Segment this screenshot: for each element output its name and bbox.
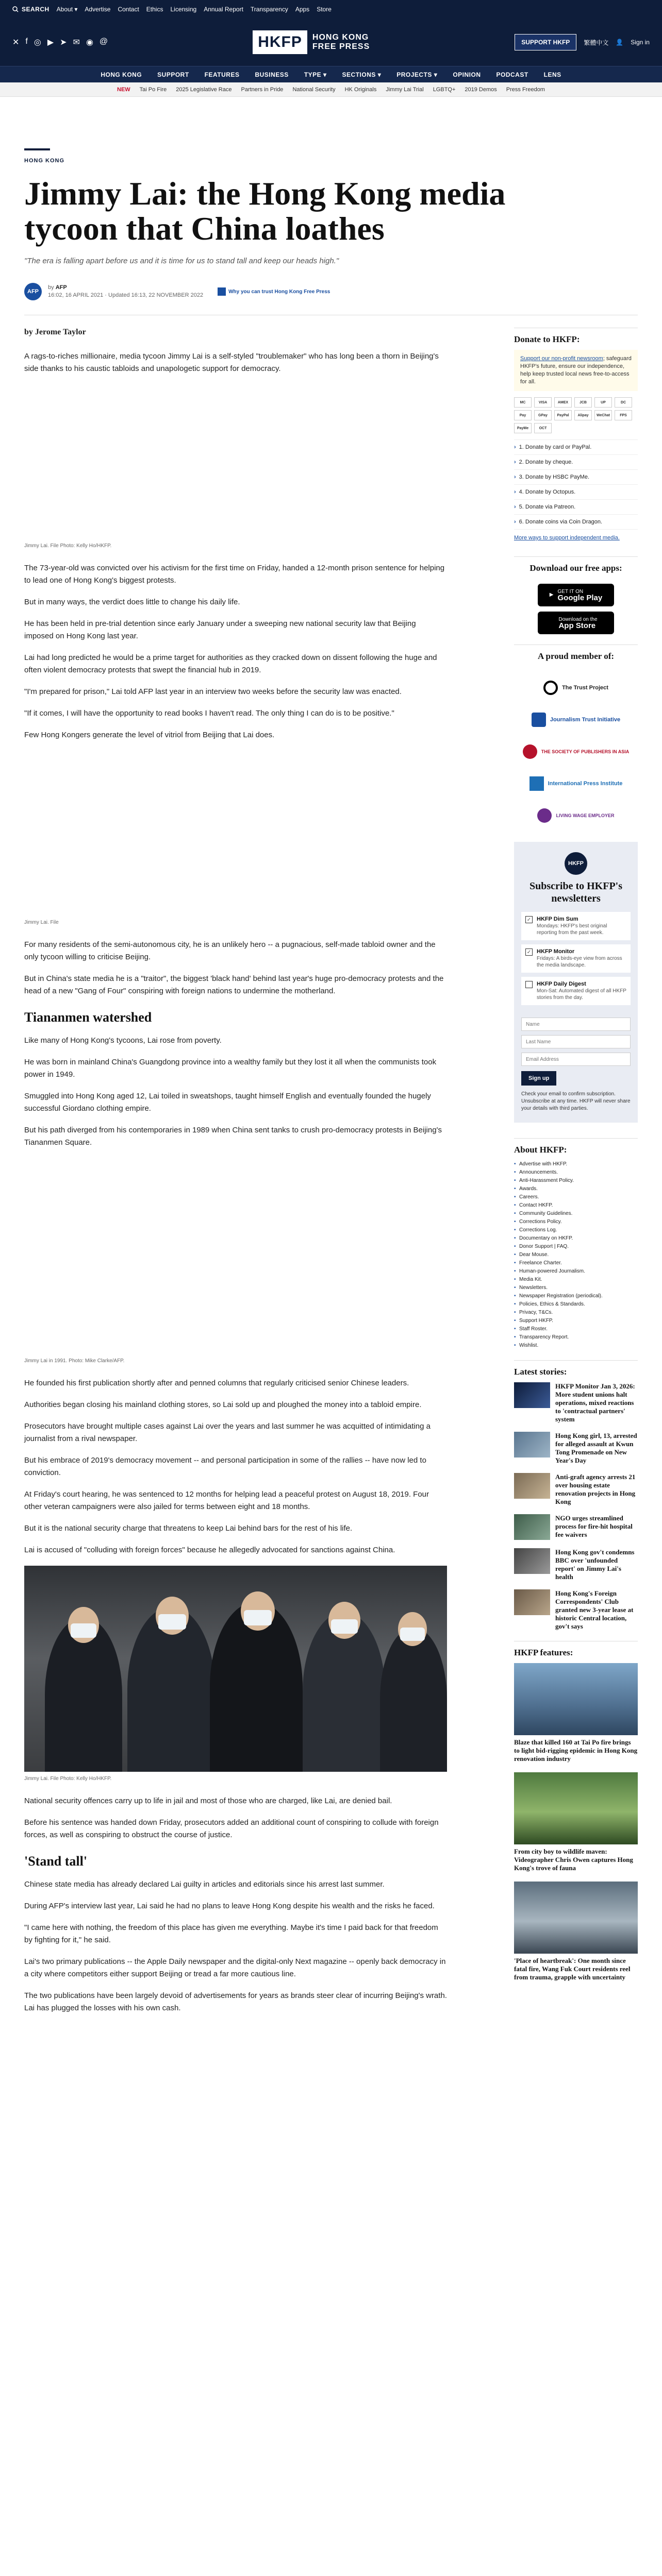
- unionpay-icon: UP: [594, 397, 612, 408]
- paragraph: Chinese state media has already declared Lai guilty in articles and editorials since his arrest last summer.: [24, 1880, 385, 1889]
- instagram-icon[interactable]: ◎: [34, 38, 41, 47]
- about-link[interactable]: • Freelance Charter.: [514, 1259, 638, 1267]
- paragraph: The 73-year-old was convicted over his activism for the first time on Friday, handed a 12-month prison sentence for helping to lead one of Hong Kong's biggest protests.: [24, 564, 445, 585]
- agency-name[interactable]: AFP: [55, 284, 67, 291]
- arrow-right-icon: ›: [514, 474, 516, 480]
- about-list: [514, 1160, 638, 1350]
- features-title: HKFP features:: [514, 1648, 573, 1657]
- story-thumbnail: [514, 1548, 550, 1574]
- google-play-icon: ▶: [549, 592, 554, 598]
- paragraph: He was born in mainland China's Guangdong province into a wealthy family but they lost it all when the communists took power in 1949.: [24, 1058, 437, 1079]
- utility-bar: [0, 0, 662, 19]
- trending-legco-race[interactable]: 2025 Legislative Race: [176, 86, 232, 93]
- apple-pay-icon: Pay: [514, 410, 532, 420]
- language-switch[interactable]: 繁體中文: [584, 39, 609, 46]
- fps-icon: FPS: [615, 410, 632, 420]
- paragraph: "I'm prepared for prison," Lai told AFP last year in an interview two weeks before the security law was enacted.: [24, 687, 402, 696]
- paragraph: "I came here with nothing, the freedom of this place has given me everything. Maybe it's time I paid back for that freedom by fighting for it," he said.: [24, 1923, 438, 1944]
- story-thumbnail: [514, 1514, 550, 1540]
- about-link[interactable]: • Anti-Harassment Policy.: [514, 1177, 638, 1185]
- trust-project-logo-icon: [543, 681, 558, 695]
- nav-support[interactable]: SUPPORT: [157, 71, 189, 78]
- newsletter-option-name: HKFP Dim Sum: [537, 916, 578, 922]
- about-link[interactable]: • Policies, Ethics & Standards.: [514, 1300, 638, 1309]
- store-small-label: GET IT ON: [557, 589, 584, 595]
- newsletter-option-text: [537, 948, 626, 969]
- paragraph: Like many of Hong Kong's tycoons, Lai rose from poverty.: [24, 1036, 222, 1045]
- about-link[interactable]: • Corrections Log.: [514, 1226, 638, 1234]
- about-link[interactable]: • Privacy, T&Cs.: [514, 1309, 638, 1317]
- ipi-logo-icon: [529, 776, 544, 791]
- feature-story[interactable]: [514, 1882, 638, 1981]
- logo-text: [312, 33, 370, 52]
- about-link[interactable]: • Documentary on HKFP.: [514, 1234, 638, 1243]
- trending-2019-demos[interactable]: 2019 Demos: [465, 86, 497, 93]
- arrow-right-icon: ›: [514, 489, 516, 495]
- apps-title: Download our free apps:: [529, 563, 622, 573]
- latest-story[interactable]: [514, 1548, 638, 1581]
- trending-lgbtq[interactable]: LGBTQ+: [433, 86, 456, 93]
- trending-tai-po-fire[interactable]: Tai Po Fire: [139, 86, 167, 93]
- about-link[interactable]: • Wishlist.: [514, 1342, 638, 1350]
- member-ipi[interactable]: [514, 773, 638, 794]
- donate-option-label: 6. Donate coins via Coin Dragon.: [519, 519, 603, 525]
- image-caption: Jimmy Lai. File Photo: Kelly Ho/HKFP.: [24, 1776, 112, 1782]
- arrow-right-icon: ›: [514, 504, 516, 510]
- about-link[interactable]: • Newspaper Registration (periodical).: [514, 1292, 638, 1300]
- image-caption: Jimmy Lai in 1991. Photo: Mike Clarke/AFP.: [24, 1358, 125, 1364]
- trust-project-icon: [218, 287, 226, 296]
- sign-up-button[interactable]: Sign up: [521, 1071, 556, 1086]
- member-trust-project[interactable]: [514, 677, 638, 699]
- checkbox-unchecked[interactable]: [525, 981, 533, 988]
- chevron-down-icon: ▾: [323, 71, 327, 78]
- trending-partners-pride[interactable]: Partners in Pride: [241, 86, 284, 93]
- paragraph: Before his sentence was handed down Friday, prosecutors added an additional count of conspiring to collude with foreign forces, as well as conspiring to obstruct the course of justice.: [24, 1818, 439, 1839]
- app-store-text: [558, 617, 597, 629]
- youtube-icon[interactable]: ▶: [47, 38, 54, 47]
- util-link-label: About: [56, 6, 73, 13]
- article-photo: [24, 1566, 447, 1772]
- about-link[interactable]: • Staff Roster.: [514, 1325, 638, 1333]
- octopus-icon: OCT: [534, 423, 552, 433]
- jcb-icon: JCB: [574, 397, 592, 408]
- nav-projects[interactable]: [396, 71, 437, 78]
- latest-story[interactable]: [514, 1382, 638, 1423]
- paragraph: A rags-to-riches millionaire, media tycoon Jimmy Lai is a self-styled "troublemaker" who has long been a thorn in Beijing's side thanks to his caustic tabloids and unapologetic support for democracy.: [24, 352, 439, 373]
- feature-headline: From city boy to wildlife maven: Videographer Chris Owen captures Hong Kong's trove of fauna: [514, 1848, 633, 1872]
- donate-option-label: 4. Donate by Octopus.: [519, 489, 576, 495]
- sidebar: [514, 328, 638, 2024]
- trending-hk-originals[interactable]: HK Originals: [344, 86, 377, 93]
- chevron-down-icon: ▾: [434, 71, 438, 78]
- features-widget: [514, 1641, 638, 1981]
- donate-intro-text: ; safeguard HKFP's future, ensure our independence, help keep trusted local news free-to-access for all.: [520, 355, 632, 385]
- about-link[interactable]: • Donor Support | FAQ.: [514, 1243, 638, 1251]
- newsletter-option-desc: Mon-Sat: Automated digest of all HKFP stories from the day.: [537, 988, 626, 1001]
- util-link-ethics[interactable]: Ethics: [146, 6, 163, 13]
- paragraph: Few Hong Kongers generate the level of vitriol from Beijing that Lai does.: [24, 731, 275, 739]
- feature-image: [514, 1772, 638, 1844]
- photo-mask: [71, 1623, 96, 1638]
- util-link-apps[interactable]: Apps: [295, 6, 310, 13]
- email-field[interactable]: [521, 1053, 631, 1066]
- site-logo[interactable]: [253, 30, 370, 54]
- support-newsroom-link[interactable]: Support our non-profit newsroom: [520, 355, 603, 362]
- app-store-button[interactable]: [538, 612, 614, 634]
- wechat-pay-icon: WeChat: [594, 410, 612, 420]
- newsletter-option-desc: Mondays: HKFP's best original reporting from the past week.: [537, 923, 607, 936]
- paragraph: But in China's state media he is a "traitor", the biggest 'black hand' behind last year's huge pro-democracy protests and the head of a new "Gang of Four" conspiring with foreign nations to undermine the motherland.: [24, 974, 444, 995]
- feature-story[interactable]: [514, 1772, 638, 1872]
- paragraph: At Friday's court hearing, he was sentenced to 12 months for helping lead a peaceful protest on August 18, 2019. Four other veteran campaigners were also jailed for terms between eight and 18 months.: [24, 1490, 429, 1511]
- about-link[interactable]: • Media Kit.: [514, 1276, 638, 1284]
- more-ways-link[interactable]: More ways to support independent media.: [514, 535, 620, 541]
- story-headline: Anti-graft agency arrests 21 over housing estate renovation projects in Hong Kong: [555, 1473, 636, 1505]
- feature-story[interactable]: [514, 1663, 638, 1763]
- paragraph: But in many ways, the verdict does little to change his daily life.: [24, 598, 240, 606]
- newsletter-option-digest[interactable]: [521, 977, 631, 1005]
- about-link[interactable]: • Awards.: [514, 1185, 638, 1193]
- story-headline: Hong Kong girl, 13, arrested for alleged assault at Kwun Tong Promenade on New Year's Day: [555, 1432, 637, 1464]
- about-link[interactable]: • Support HKFP.: [514, 1317, 638, 1325]
- checkbox-checked[interactable]: ✓: [525, 916, 533, 923]
- story-headline: NGO urges streamlined process for fire-hit hospital fee waivers: [555, 1514, 633, 1538]
- image-caption: Jimmy Lai. File: [24, 920, 59, 925]
- paragraph: Prosecutors have brought multiple cases against Lai over the years and last summer he was acquitted of intimidating a journalist from a rival newspaper.: [24, 1422, 431, 1443]
- logo-mark: HKFP: [253, 30, 307, 54]
- newsletter-option-desc: Fridays: A birds-eye view from across the media landscape.: [537, 956, 622, 968]
- category-rule: [24, 148, 50, 150]
- donate-option-label: 5. Donate via Patreon.: [519, 504, 576, 510]
- paragraph: "If it comes, I will have the opportunity to read books I haven't read. The only thing I can do is to be positive.": [24, 709, 394, 718]
- photo-mask: [331, 1619, 358, 1634]
- embedded-media: [24, 384, 447, 539]
- chevron-down-icon: ▾: [74, 6, 78, 13]
- about-link[interactable]: • Announcements.: [514, 1168, 638, 1177]
- embedded-media: [24, 1158, 447, 1354]
- util-link-store[interactable]: Store: [317, 6, 332, 13]
- member-label: LIVING WAGE EMPLOYER: [556, 813, 615, 818]
- donate-option-label: 2. Donate by cheque.: [519, 459, 573, 465]
- agency-logo[interactable]: AFP: [24, 283, 42, 300]
- paragraph: National security offences carry up to life in jail and most of those who are charged, like Lai, are denied bail.: [24, 1797, 392, 1805]
- photo-mask: [158, 1614, 186, 1630]
- section-heading: 'Stand tall': [24, 1854, 88, 1869]
- rss-icon[interactable]: ◉: [86, 38, 93, 47]
- latest-title: Latest stories:: [514, 1367, 567, 1377]
- util-link-annual-report[interactable]: Annual Report: [204, 6, 243, 13]
- nav-type-label: TYPE: [304, 71, 322, 78]
- hkfp-badge: HKFP: [565, 852, 587, 875]
- new-badge: NEW: [117, 86, 130, 93]
- trust-link[interactable]: [218, 287, 330, 296]
- member-label: The Trust Project: [562, 685, 608, 691]
- article-title: Jimmy Lai: the Hong Kong media tycoon that China loathes: [24, 175, 506, 247]
- latest-story[interactable]: [514, 1589, 638, 1631]
- util-link-about[interactable]: [57, 6, 78, 13]
- byline-meta: [48, 284, 203, 299]
- search-toggle[interactable]: [12, 6, 49, 13]
- social-links: [12, 37, 108, 47]
- newsletter-option-text: [537, 916, 626, 936]
- members-title: A proud member of:: [537, 651, 615, 661]
- trending-national-security[interactable]: National Security: [292, 86, 336, 93]
- member-label: International Press Institute: [548, 781, 623, 787]
- util-link-licensing[interactable]: Licensing: [170, 6, 197, 13]
- donate-option-label: 1. Donate by card or PayPal.: [519, 444, 592, 450]
- paragraph: But his embrace of 2019's democracy movement -- and personal participation in some of the rallies -- have now led to conviction.: [24, 1456, 426, 1477]
- arrow-right-icon: ›: [514, 459, 516, 465]
- donate-widget: [514, 328, 638, 546]
- about-link[interactable]: • Community Guidelines.: [514, 1210, 638, 1218]
- about-widget: [514, 1138, 638, 1350]
- paragraph: Lai had long predicted he would be a prime target for authorities as they cracked down on dissent following the huge and often violent democracy protests that swept the financial hub in 2019.: [24, 653, 437, 674]
- feature-headline: Blaze that killed 160 at Tai Po fire brings to light bid-rigging epidemic in Hong Kong renovation industry: [514, 1738, 638, 1762]
- about-link[interactable]: • Advertise with HKFP.: [514, 1160, 638, 1168]
- utility-left: [12, 6, 332, 13]
- newsletter-option-dim-sum[interactable]: [521, 912, 631, 940]
- paragraph: Lai is accused of "colluding with foreign forces" because he allegedly advocated for sanctions against China.: [24, 1546, 395, 1554]
- google-pay-icon: GPay: [534, 410, 552, 420]
- about-link[interactable]: • Corrections Policy.: [514, 1218, 638, 1226]
- article-dek: "The era is falling apart before us and it is time for us to stand tall and keep our heads high.": [24, 257, 339, 265]
- member-label: Journalism Trust Initiative: [550, 717, 621, 723]
- donate-title: Donate to HKFP:: [514, 334, 580, 344]
- about-link[interactable]: • Careers.: [514, 1193, 638, 1201]
- google-play-text: [558, 589, 603, 601]
- article-body: [24, 328, 447, 2024]
- newsletter-note: Check your email to confirm subscription. Unsubscribe at any time. HKFP will never share your details with third parties.: [521, 1091, 631, 1111]
- article-author: by Jerome Taylor: [24, 328, 86, 336]
- jti-logo-icon: [532, 713, 546, 727]
- donate-option-label: 3. Donate by HSBC PayMe.: [519, 474, 590, 480]
- latest-story[interactable]: [514, 1473, 638, 1506]
- latest-story[interactable]: [514, 1432, 638, 1465]
- newsletter-title: Subscribe to HKFP's newsletters: [529, 880, 622, 904]
- story-headline: HKFP Monitor Jan 3, 2026: More student unions halt operations, mixed reactions to 'contractual partners' system: [555, 1382, 635, 1423]
- sopa-logo-icon: [523, 744, 537, 759]
- paragraph: But his path diverged from his contemporaries in 1989 when China sent tanks to crush pro-democracy protests in Beijing's Tiananmen Square.: [24, 1126, 442, 1147]
- about-title: About HKFP:: [514, 1145, 567, 1155]
- brand-right: [515, 34, 650, 50]
- story-thumbnail: [514, 1432, 550, 1458]
- newsletter-option-name: HKFP Monitor: [537, 948, 575, 955]
- diners-icon: DC: [615, 397, 632, 408]
- page-layout: [24, 315, 638, 2024]
- arrow-right-icon: ›: [514, 519, 516, 525]
- paragraph: During AFP's interview last year, Lai said he had no plans to leave Hong Kong despite his wealth and the risks he faced.: [24, 1902, 435, 1910]
- google-play-button[interactable]: [538, 584, 614, 606]
- checkbox-checked[interactable]: ✓: [525, 948, 533, 956]
- trending-press-freedom[interactable]: Press Freedom: [506, 86, 545, 93]
- threads-icon[interactable]: @: [99, 37, 108, 46]
- paragraph: He has been held in pre-trial detention since early January under a sweeping new national security law that Beijing imposed on Hong Kong last year.: [24, 619, 416, 640]
- story-thumbnail: [514, 1382, 550, 1408]
- paragraph: The two publications have been largely devoid of advertisements for years as brands steer clear of incurring Beijing's wrath. Lai has plugged the losses with his own cash.: [24, 1991, 447, 2012]
- nav-lens[interactable]: LENS: [543, 71, 561, 78]
- about-link[interactable]: • Contact HKFP.: [514, 1201, 638, 1210]
- nav-sections[interactable]: [342, 71, 382, 78]
- photo-mask: [244, 1610, 272, 1625]
- member-jti[interactable]: [514, 709, 638, 731]
- member-sopa[interactable]: [514, 741, 638, 762]
- about-link[interactable]: • Dear Mouse.: [514, 1251, 638, 1259]
- twitter-icon[interactable]: ✕: [12, 38, 20, 47]
- paragraph: He founded his first publication shortly after and penned columns that regularly criticised senior Chinese leaders.: [24, 1379, 409, 1387]
- trending-nav: [0, 82, 662, 97]
- mastercard-icon: MC: [514, 397, 532, 408]
- embedded-media: [24, 751, 447, 916]
- story-thumbnail: [514, 1589, 550, 1615]
- alipay-icon: Alipay: [574, 410, 592, 420]
- trending-jimmy-lai-trial[interactable]: Jimmy Lai Trial: [386, 86, 424, 93]
- member-label: THE SOCIETY OF PUBLISHERS IN ASIA: [541, 749, 630, 754]
- latest-story[interactable]: [514, 1514, 638, 1540]
- nav-hong-kong[interactable]: HONG KONG: [101, 71, 142, 78]
- amex-icon: AMEX: [554, 397, 572, 408]
- about-link[interactable]: • Transparency Report.: [514, 1333, 638, 1342]
- brand-header: [0, 19, 662, 66]
- telegram-icon[interactable]: ➤: [60, 38, 67, 47]
- article-header: [24, 97, 638, 315]
- about-link[interactable]: • Newsletters.: [514, 1284, 638, 1292]
- visa-icon: VISA: [534, 397, 552, 408]
- util-link-advertise[interactable]: Advertise: [85, 6, 111, 13]
- paragraph: For many residents of the semi-autonomous city, he is an unlikely hero -- a pugnacious, self-made tabloid owner and the only tycoon willing to criticise Beijing.: [24, 940, 436, 961]
- about-link[interactable]: • Human-powered Journalism.: [514, 1267, 638, 1276]
- nav-projects-label: PROJECTS: [396, 71, 432, 78]
- image-caption: Jimmy Lai. File Photo: Kelly Ho/HKFP.: [24, 543, 112, 549]
- paragraph: Lai's two primary publications -- the Apple Daily newspaper and the digital-only Next magazine -- openly back democracy in a city where competitors either support Beijing or tread a far more cautious line.: [24, 1957, 446, 1978]
- chevron-down-icon: ▾: [377, 71, 382, 78]
- main-nav: [0, 66, 662, 82]
- donate-option-patreon[interactable]: [514, 500, 638, 515]
- logo-line-2: FREE PRESS: [312, 42, 370, 51]
- nav-features[interactable]: FEATURES: [204, 71, 240, 78]
- paragraph: But it is the national security charge that threatens to keep Lai behind bars for the rest of his life.: [24, 1524, 353, 1533]
- last-name-field[interactable]: [521, 1035, 631, 1048]
- util-link-transparency[interactable]: Transparency: [250, 6, 288, 13]
- donate-option-coins[interactable]: [514, 515, 638, 530]
- donate-option-octopus[interactable]: [514, 485, 638, 500]
- logo-line-1: HONG KONG: [312, 33, 369, 42]
- newsletter-option-monitor[interactable]: [521, 944, 631, 973]
- donate-option-card[interactable]: [514, 440, 638, 455]
- apps-widget: [514, 556, 638, 634]
- name-field[interactable]: [521, 1018, 631, 1031]
- paypal-icon: PayPal: [554, 410, 572, 420]
- newsletter-option-text: [537, 981, 626, 1001]
- search-icon: [12, 6, 19, 12]
- store-big-label: Google Play: [557, 594, 603, 602]
- photo-figure: [380, 1628, 447, 1772]
- newsletter-widget: [514, 842, 638, 1123]
- latest-stories-widget: [514, 1360, 638, 1631]
- newsletter-option-name: HKFP Daily Digest: [537, 981, 586, 987]
- util-link-contact[interactable]: Contact: [118, 6, 139, 13]
- paragraph: Smuggled into Hong Kong aged 12, Lai toiled in sweatshops, taught himself English and eventually founded the hugely successful Giordano clothing empire.: [24, 1092, 431, 1113]
- support-hkfp-button[interactable]: SUPPORT HKFP: [515, 34, 576, 50]
- by-label: by: [48, 284, 54, 291]
- user-icon[interactable]: 👤: [616, 39, 624, 46]
- photo-mask: [400, 1628, 425, 1641]
- store-big-label: App Store: [558, 621, 596, 630]
- memberships-widget: [514, 645, 638, 826]
- nav-sections-label: SECTIONS: [342, 71, 376, 78]
- payme-icon: PayMe: [514, 423, 532, 433]
- living-wage-logo-icon: [537, 808, 552, 823]
- nav-type[interactable]: [304, 71, 327, 78]
- payment-methods: [514, 391, 638, 440]
- story-headline: Hong Kong's Foreign Correspondents' Club granted new 3-year lease at historic Central location, gov't says: [555, 1589, 634, 1630]
- article-category[interactable]: HONG KONG: [24, 158, 65, 164]
- paragraph: Authorities began closing his mainland clothing stores, so Lai sold up and ploughed the money into a tabloid empire.: [24, 1400, 422, 1409]
- section-heading: Tiananmen watershed: [24, 1010, 152, 1025]
- member-living-wage[interactable]: [514, 805, 638, 826]
- story-thumbnail: [514, 1473, 550, 1499]
- facebook-icon[interactable]: f: [25, 37, 28, 46]
- feature-image: [514, 1663, 638, 1735]
- sign-in-link[interactable]: Sign in: [631, 39, 650, 46]
- donate-option-cheque[interactable]: [514, 455, 638, 470]
- donate-intro: [514, 350, 638, 391]
- article-dates: 16:02, 16 APRIL 2021 · Updated 16:13, 22 NOVEMBER 2022: [48, 292, 204, 298]
- arrow-right-icon: ›: [514, 444, 516, 450]
- nav-opinion[interactable]: OPINION: [453, 71, 481, 78]
- feature-headline: 'Place of heartbreak': One month since fatal fire, Wang Fuk Court residents reel from trauma, grapple with uncertainty: [514, 1957, 631, 1981]
- email-icon[interactable]: ✉: [73, 38, 80, 47]
- store-small-label: Download on the: [558, 617, 598, 622]
- feature-image: [514, 1882, 638, 1954]
- nav-podcast[interactable]: PODCAST: [496, 71, 528, 78]
- donate-option-payme[interactable]: [514, 470, 638, 485]
- story-headline: Hong Kong gov't condemns BBC over 'unfounded report' on Jimmy Lai's health: [555, 1548, 635, 1581]
- byline: [24, 283, 638, 300]
- trust-link-label: Why you can trust Hong Kong Free Press: [228, 289, 330, 295]
- nav-business[interactable]: BUSINESS: [255, 71, 289, 78]
- search-label: SEARCH: [22, 6, 49, 13]
